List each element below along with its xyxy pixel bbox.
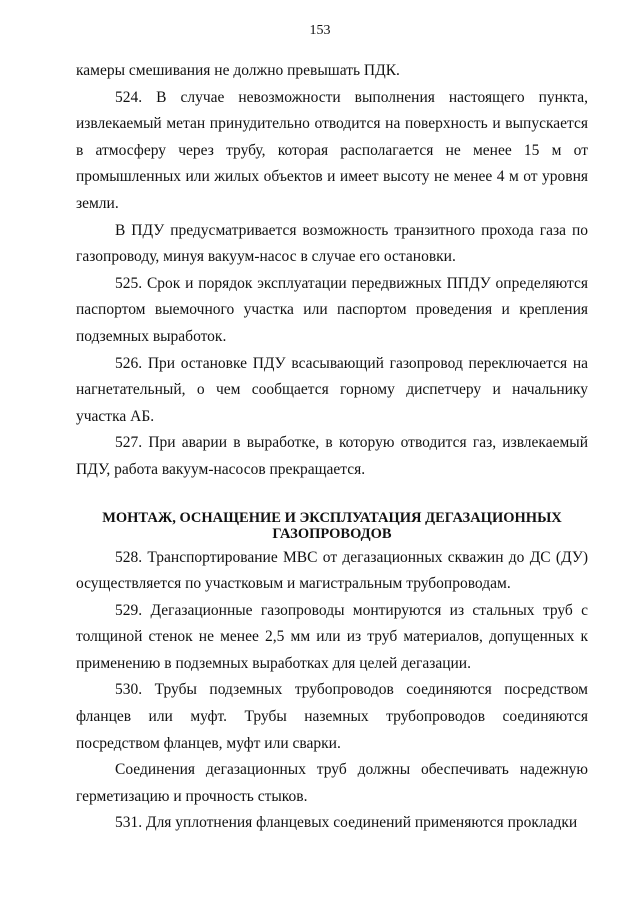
paragraph-531: 531. Для уплотнения фланцевых соединений применяются прокладки [115, 814, 578, 832]
paragraph-continuation: камеры смешивания не должно превышать ПДК. [76, 62, 400, 79]
paragraph-524: 524. В случае невозможности выполнения настоящего пункта, извлекаемый метан принудительно отводится на поверхность и выпускается в атмосферу через трубу, которая располагается не менее 15 м от промышленных или жилых объектов и имеет высоту не менее 4 м от уровня земли. [76, 88, 588, 212]
paragraph-525: 525. Срок и порядок эксплуатации передвижных ППДУ определяются паспортом выемочного участка или паспортом проведения и крепления подземных выработок. [76, 274, 588, 345]
paragraph-pipe-joints: Соединения дегазационных труб должны обеспечивать надежную герметизацию и прочность стыков. [76, 761, 588, 805]
page-number: 153 [309, 23, 331, 38]
paragraph-pdu-transit: В ПДУ предусматривается возможность транзитного прохода газа по газопроводу, минуя вакуум-насос в случае его остановки. [76, 221, 588, 266]
section-heading: МОНТАЖ, ОСНАЩЕНИЕ И ЭКСПЛУАТАЦИЯ ДЕГАЗАЦИОННЫХ ГАЗОПРОВОДОВ [102, 509, 562, 542]
paragraph-528: 528. Транспортирование МВС от дегазационных скважин до ДС (ДУ) осуществляется по участковым и магистральным трубопроводам. [76, 548, 588, 593]
paragraph-526: 526. При остановке ПДУ всасывающий газопровод переключается на нагнетательный, о чем сообщается горному диспетчеру и начальнику участка АБ. [76, 354, 588, 425]
paragraph-529: 529. Дегазационные газопроводы монтируются из стальных труб с толщиной стенок не менее 2,5 мм или из труб материалов, допущенных к применению в подземных выработках для целей дегазации. [76, 601, 588, 672]
paragraph-527: 527. При аварии в выработке, в которую отводится газ, извлекаемый ПДУ, работа вакуум-насосов прекращается. [76, 434, 588, 478]
paragraph-530: 530. Трубы подземных трубопроводов соединяются посредством фланцев или муфт. Трубы наземных трубопроводов соединяются посредством фланцев, муфт или сварки. [76, 681, 588, 752]
document-body [76, 58, 588, 837]
